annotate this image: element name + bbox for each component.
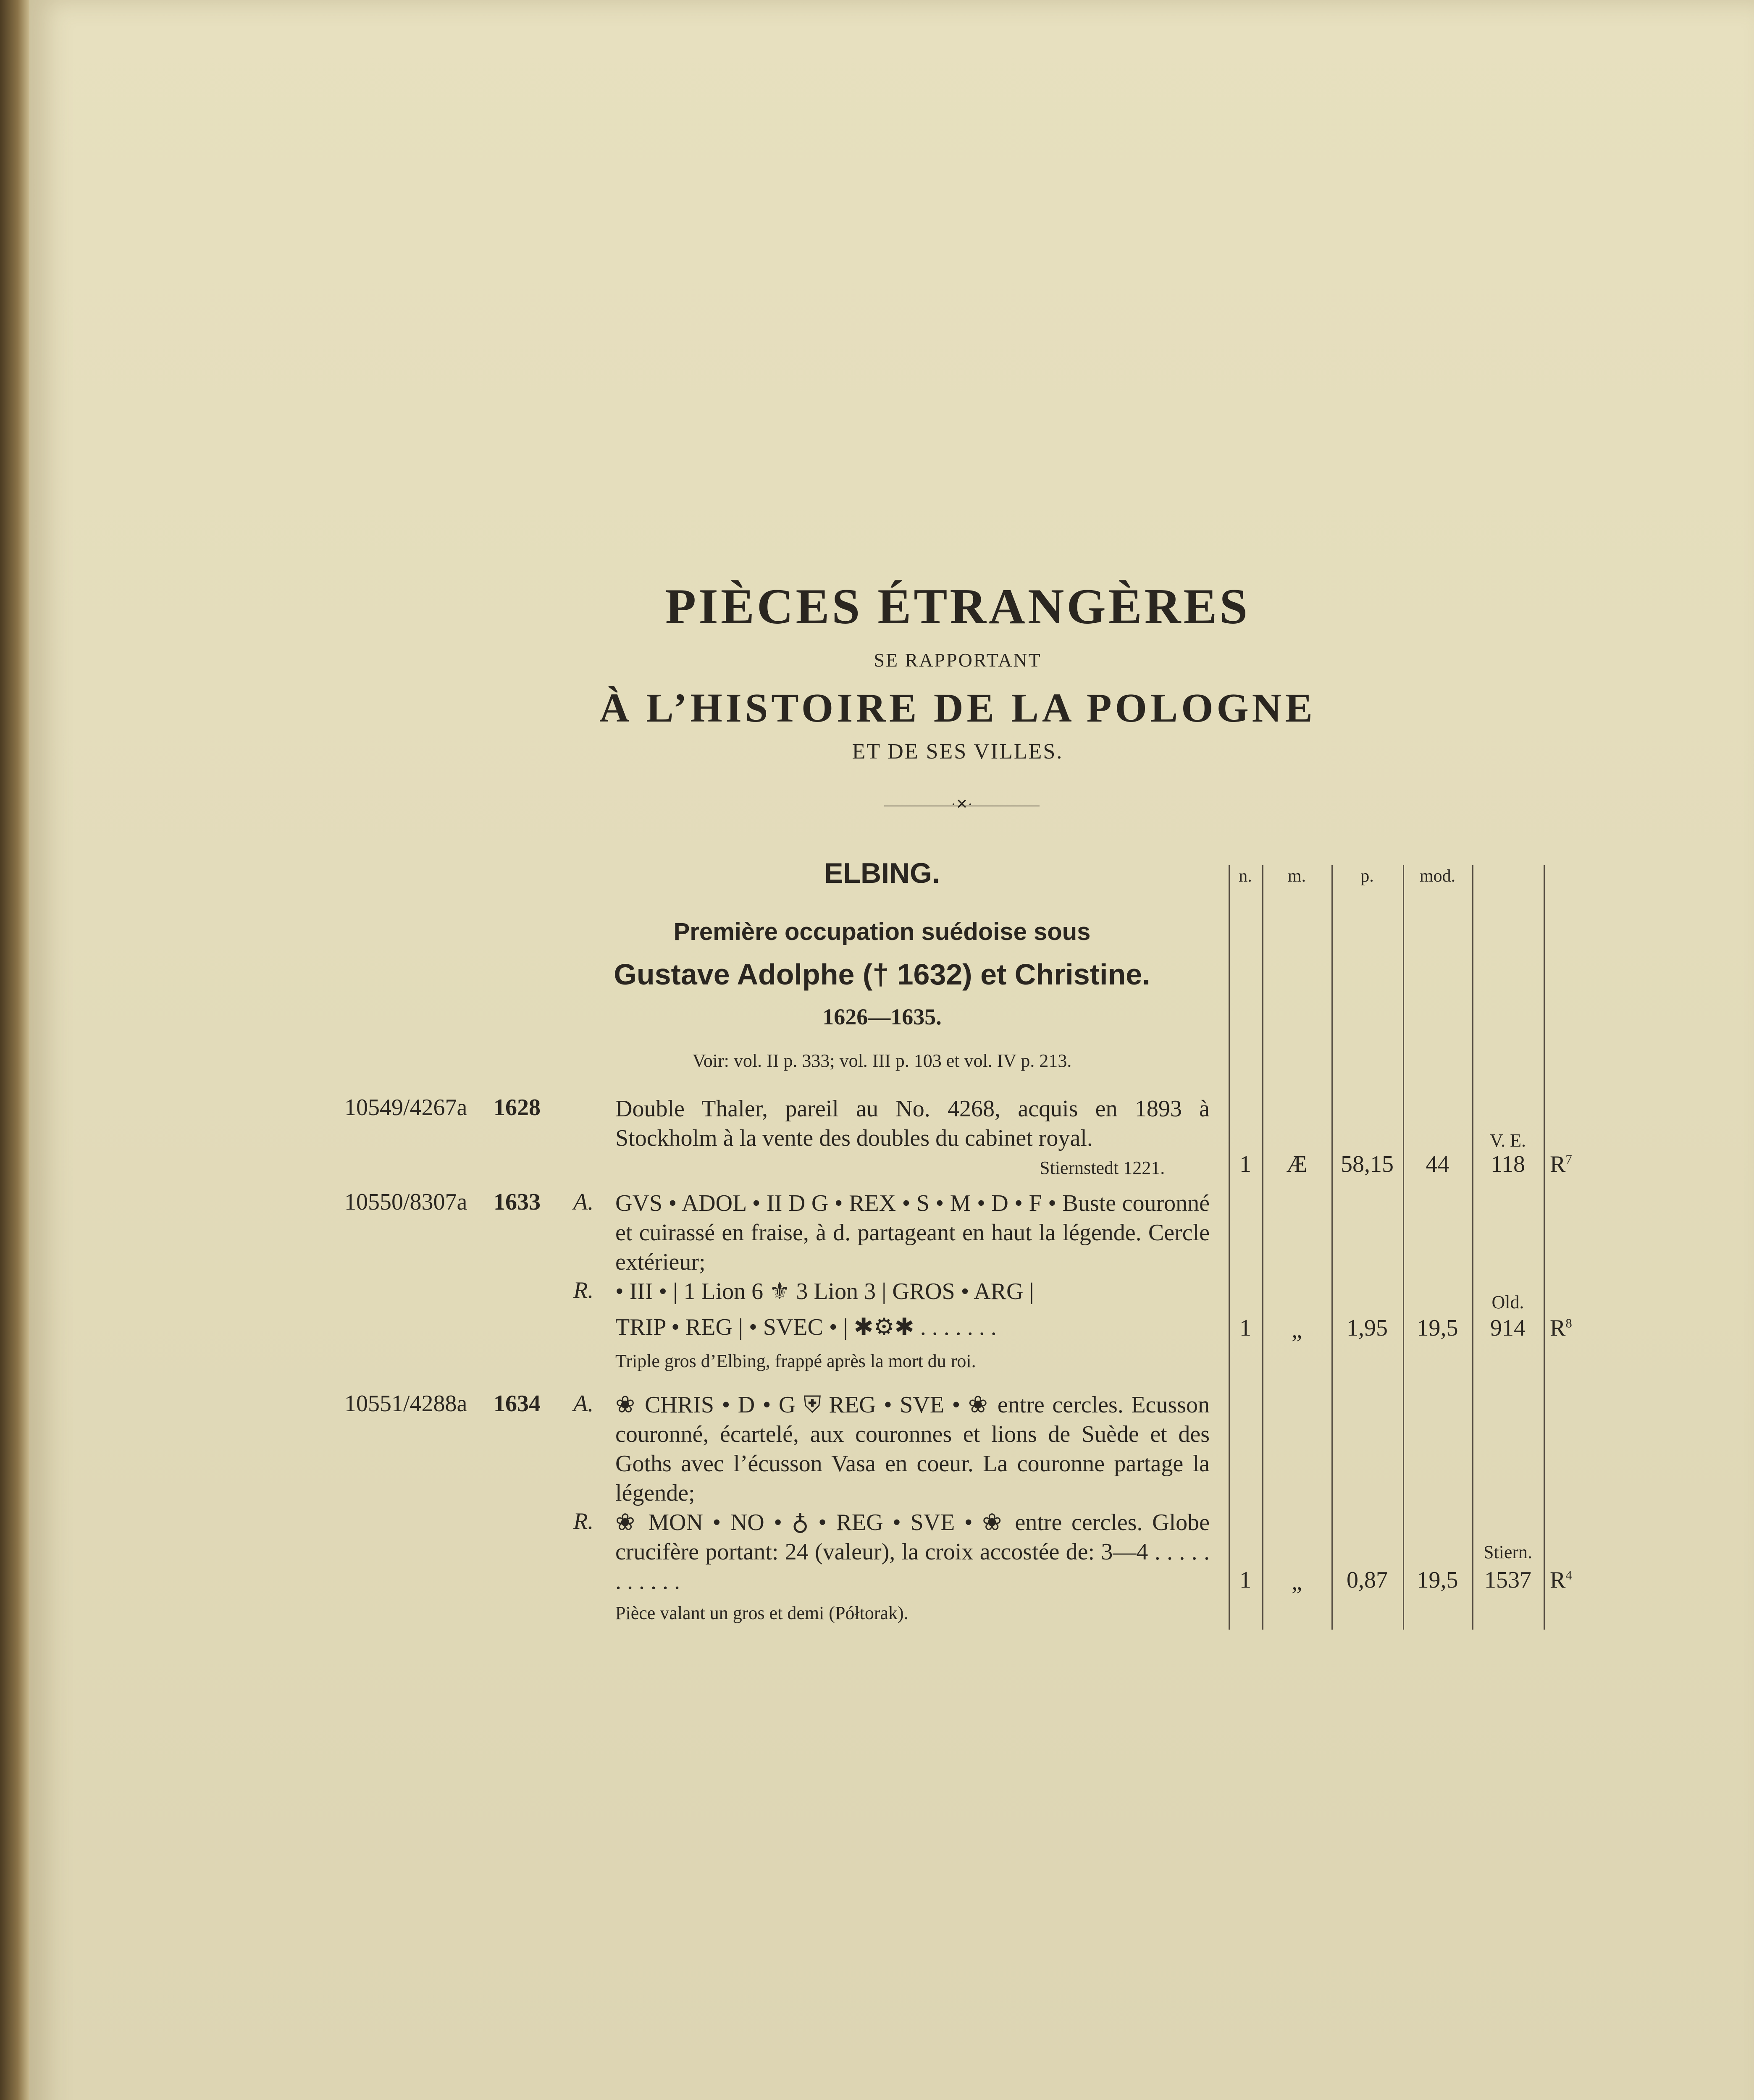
cell-m: „ <box>1292 1317 1302 1343</box>
entry-year: 1628 <box>494 1095 541 1121</box>
column-rule <box>1544 865 1545 1630</box>
cell-catalog: 1537 <box>1484 1567 1531 1593</box>
column-header-mod: mod. <box>1419 866 1456 886</box>
ornament-icon: ·✕· <box>951 797 973 812</box>
column-rule <box>1229 865 1230 1630</box>
reverse-label: R. <box>573 1508 594 1534</box>
entry-number: 10551/4288a <box>344 1391 467 1417</box>
entry-number: 10550/8307a <box>344 1189 467 1215</box>
entry-reverse: ❀ MON • NO • ♁ • REG • SVE • ❀ entre cercles. Globe crucifère portant: 24 (valeur), la croix accostée de: 3—4 . . . . . . . . . . . <box>615 1509 1210 1594</box>
entry-reverse-line-1: • III • | 1 Lion 6 ⚜ 3 Lion 3 | GROS • ARG | <box>615 1278 1034 1305</box>
column-header-p: p. <box>1360 866 1374 886</box>
cell-mod: 19,5 <box>1417 1315 1458 1341</box>
cell-n: 1 <box>1239 1151 1251 1177</box>
section-line-1: Première occupation suédoise sous <box>673 918 1091 945</box>
cell-rarity: $R^8$ <box>1550 1315 1572 1341</box>
entry-obverse: GVS • ADOL • II D G • REX • S • M • D • F • Buste couronné et cuirassé en fraise, à d. partageant en haut la légende. Cercle extérieur; <box>615 1190 1210 1275</box>
entry-number: 10549/4267a <box>344 1095 467 1121</box>
cell-m: „ <box>1292 1569 1302 1595</box>
cell-p: 58,15 <box>1341 1151 1394 1177</box>
page-subtitle: SE RAPPORTANT <box>874 649 1042 671</box>
section-reference: Voir: vol. II p. 333; vol. III p. 103 et vol. IV p. 213. <box>692 1050 1072 1071</box>
page-subtitle-secondary: ET DE SES VILLES. <box>852 740 1063 764</box>
section-line-2: Gustave Adolphe († 1632) et Christine. <box>614 958 1150 991</box>
page-title-secondary: À L’HISTOIRE DE LA POLOGNE <box>599 685 1316 731</box>
obverse-label: A. <box>573 1391 594 1417</box>
entry-obverse: ❀ CHRIS • D • G ⛨ REG • SVE • ❀ entre cercles. Ecusson couronné, écartelé, aux couronnes et lions de Suède et des Goths avec l’écusson Vasa en coeur. La couronne partage la légende; <box>615 1392 1210 1506</box>
entry-reference: Stiernstedt 1221. <box>1040 1158 1165 1178</box>
cell-n: 1 <box>1239 1567 1251 1593</box>
column-rule <box>1403 865 1404 1630</box>
column-header-n: n. <box>1239 866 1252 886</box>
book-edge <box>0 0 29 2100</box>
entry-note: Triple gros d’Elbing, frappé après la mort du roi. <box>615 1351 976 1371</box>
cell-catalog: 118 <box>1491 1151 1525 1177</box>
column-rule <box>1472 865 1473 1630</box>
cell-mod: 44 <box>1426 1151 1449 1177</box>
cell-catalog-label: V. E. <box>1490 1130 1526 1151</box>
section-dates: 1626—1635. <box>822 1004 942 1029</box>
cell-m: Æ <box>1286 1151 1308 1177</box>
cell-catalog-label: Old. <box>1491 1292 1524 1312</box>
cell-rarity: $R^4$ <box>1550 1567 1572 1593</box>
column-rule <box>1331 865 1333 1630</box>
cell-mod: 19,5 <box>1417 1567 1458 1593</box>
cell-p: 1,95 <box>1347 1315 1388 1341</box>
obverse-label: A. <box>573 1189 594 1215</box>
page-title: PIÈCES ÉTRANGÈRES <box>665 578 1250 634</box>
entry-reverse-line-2: TRIP • REG | • SVEC • | ✱⚙✱ . . . . . . . <box>615 1314 997 1340</box>
cell-n: 1 <box>1239 1315 1251 1341</box>
entry-year: 1634 <box>494 1391 541 1417</box>
section-city: ELBING. <box>824 857 940 889</box>
cell-rarity: $R^7$ <box>1550 1151 1572 1177</box>
column-header-m: m. <box>1287 866 1306 886</box>
cell-catalog: 914 <box>1490 1315 1526 1341</box>
cell-catalog-label: Stiern. <box>1483 1542 1533 1562</box>
entry-note: Pièce valant un gros et demi (Półtorak). <box>615 1603 909 1623</box>
entry-year: 1633 <box>494 1189 541 1215</box>
cell-p: 0,87 <box>1347 1567 1388 1593</box>
reverse-label: R. <box>573 1277 594 1303</box>
column-rule <box>1262 865 1263 1630</box>
entry-description: Double Thaler, pareil au No. 4268, acquis en 1893 à Stockholm à la vente des doubles du cabinet royal. <box>615 1096 1210 1151</box>
